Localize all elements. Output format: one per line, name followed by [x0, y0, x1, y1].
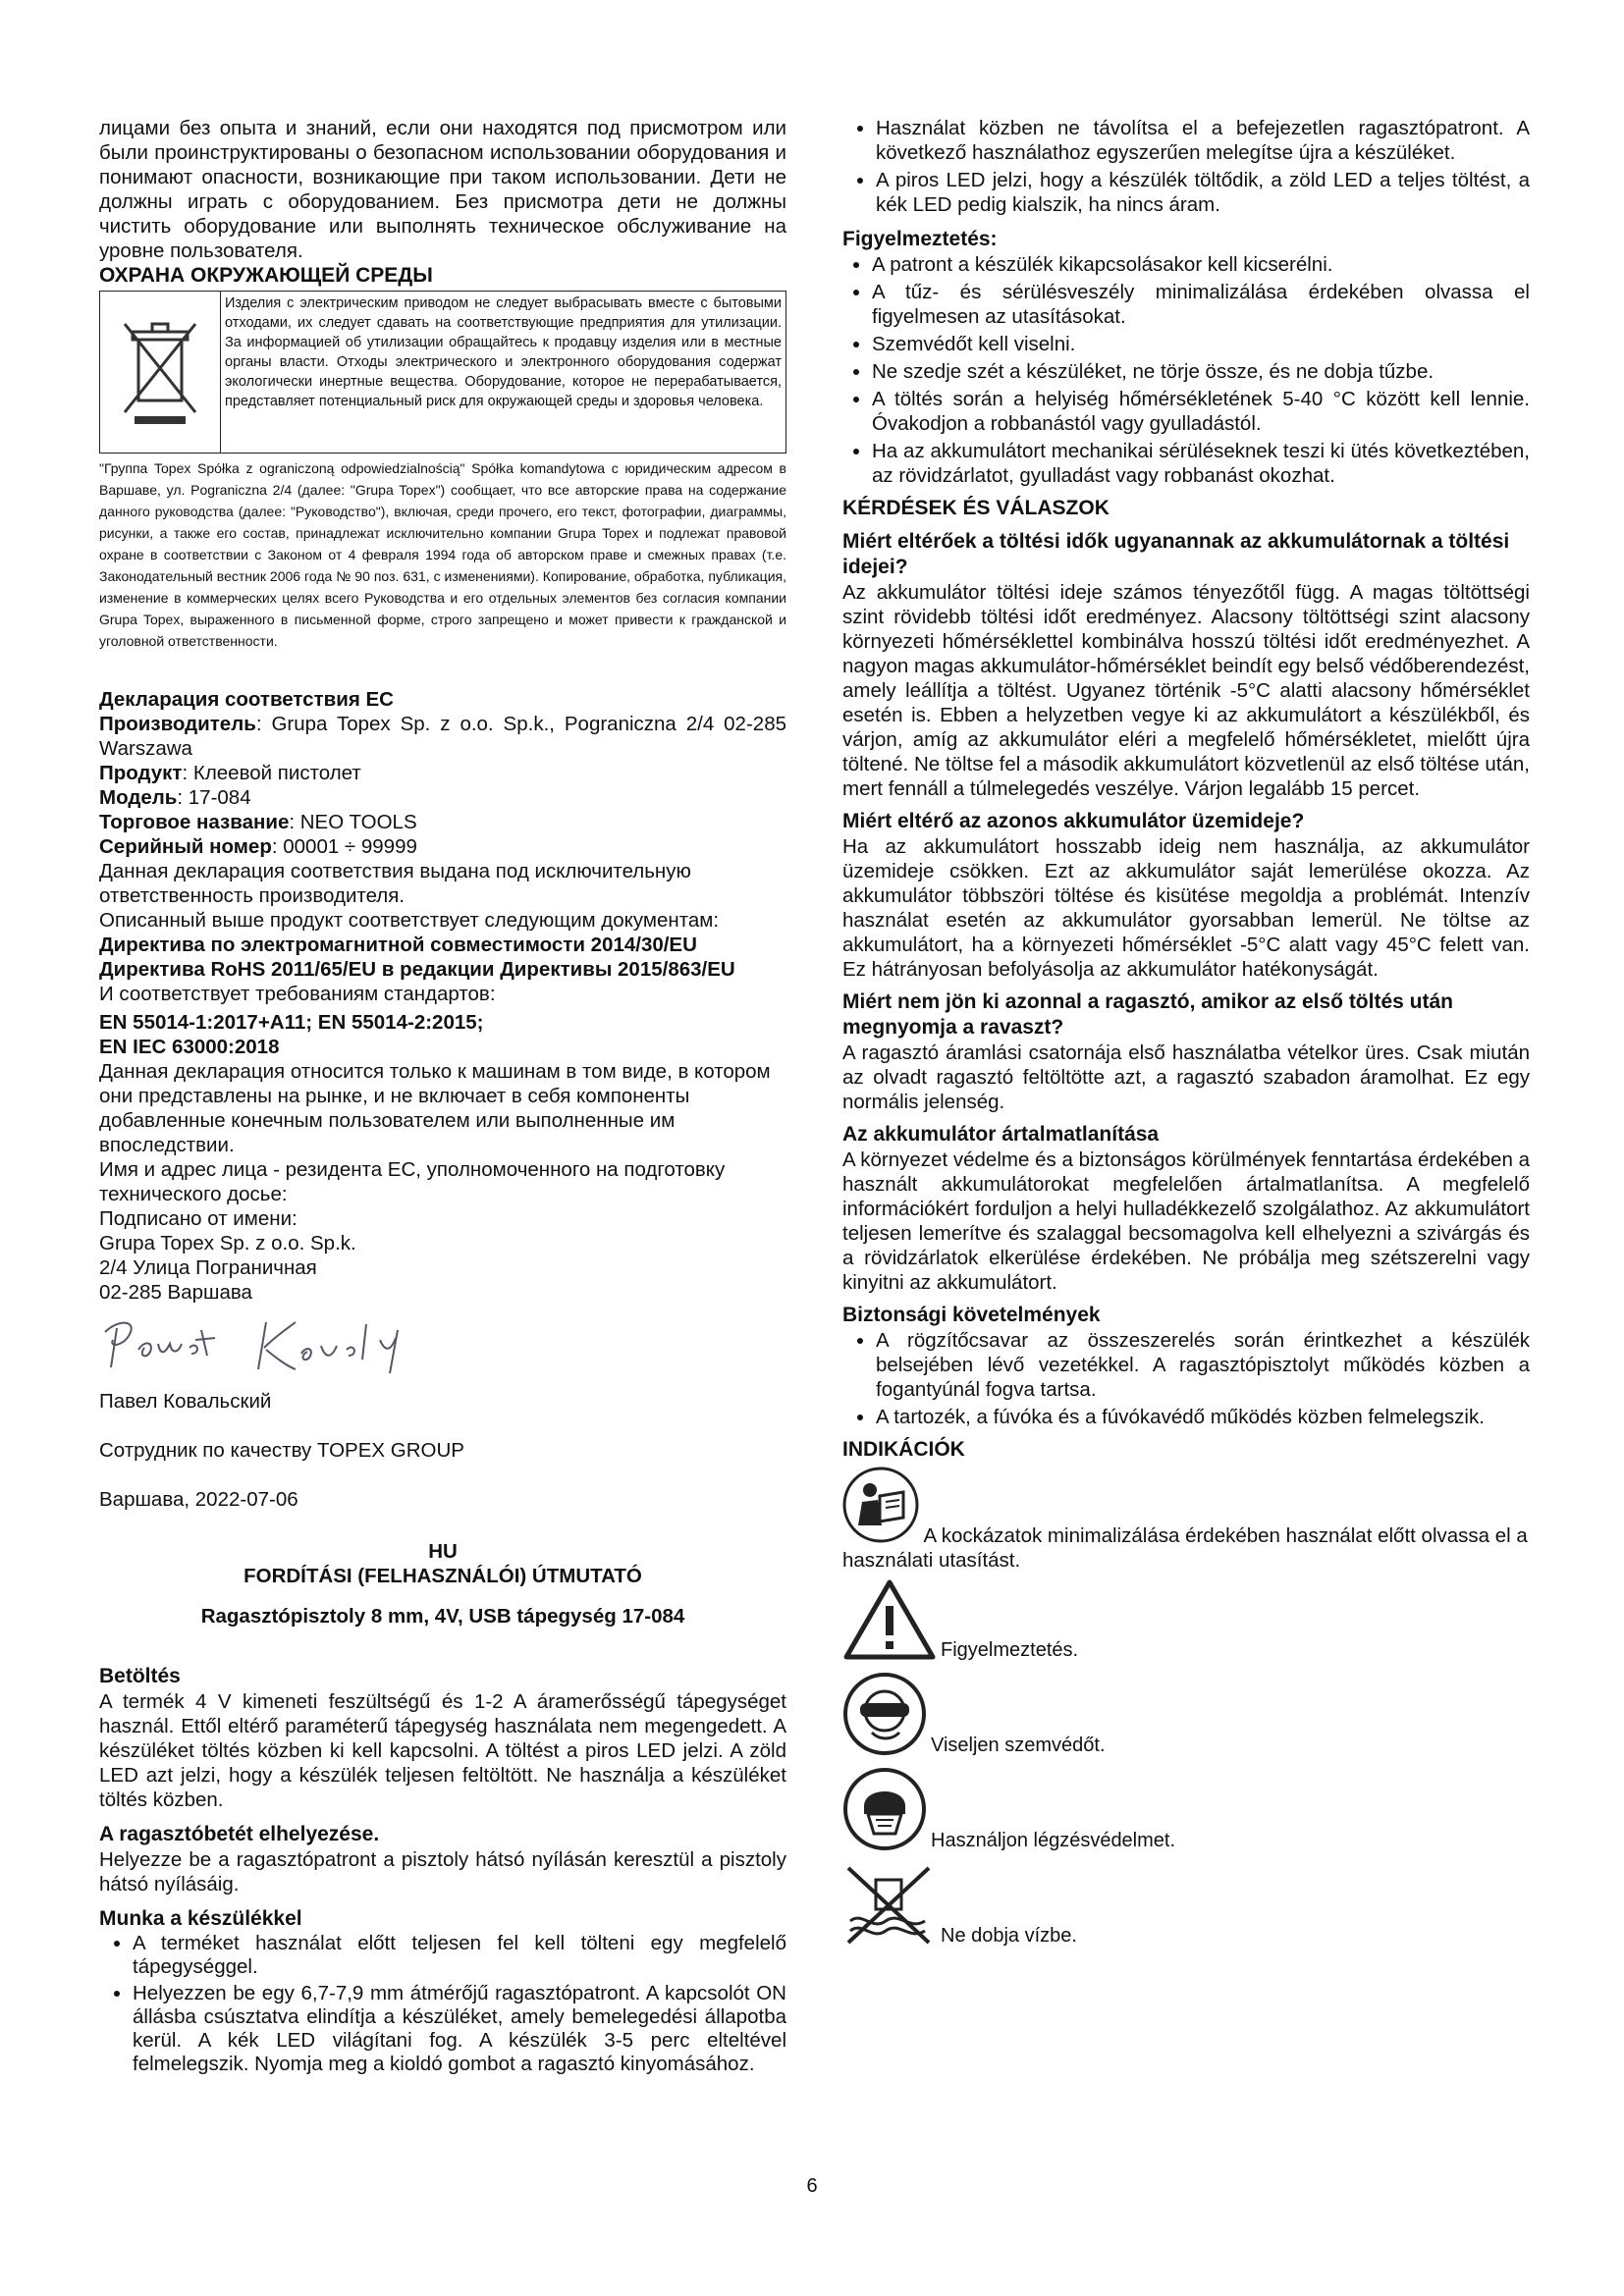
- answer-3: A ragasztó áramlási csatornája első használatba vételkor üres. Csak miután az olvadt ragasztó feltöltötte azt, a ragasztó szabadon áramolhat. Ez egy normális jelenség.: [842, 1041, 1530, 1113]
- charge-text: A termék 4 V kimeneti feszültségű és 1-2 A áramerősségű tápegységet használ. Ettől eltérő paraméterű tápegység használata nem megengedett. A készüléket töltés közben ki kell kapcsolni. A töltést a piros LED jelzi. A zöld LED azt jelzi, hogy a készülék teljesen feltöltött. Ne használja a készüléket töltés közben.: [99, 1690, 786, 1811]
- copyright-text: "Группа Topex Spółka z ograniczoną odpowiedzialnością" Spółka komandytowa с юридическим адресом в Варшаве, ул. Pograniczna 2/4 (далее: "Grupa Topex") сообщает, что все авторские права на содержание данного руководства (далее: "Руководство"), включая, среди прочего, его текст, фотографии, диаграммы, рисунки, а также его состав, принадлежат исключительно компании Grupa Topex и подлежат правовой охране в соответствии с Законом от 4 февраля 1994 года об авторском праве и смежных правах (т.е. Законодательный вестник 2006 года № 90 поз. 631, с изменениями). Копирование, обработка, публикация, изменение в коммерческих целях всего Руководства и его отдельных элементов без согласия компании Grupa Topex, выраженного в письменной форме, строго запрещено и может привести к гражданской и уголовной ответственности.: [99, 460, 786, 649]
- disposal-heading: Az akkumulátor ártalmatlanítása: [842, 1123, 1160, 1146]
- standards-1: EN 55014-1:2017+A11; EN 55014-2:2015;: [99, 1011, 484, 1034]
- company-name: Grupa Topex Sp. z o.o. Sp.k.: [99, 1232, 356, 1255]
- warning-triangle-icon: [842, 1578, 937, 1666]
- company-street: 2/4 Улица Пограничная: [99, 1256, 317, 1279]
- safety-list: [842, 1328, 1530, 1429]
- answer-1: Az akkumulátor töltési ideje számos tényezőtől függ. A magas töltöttségi szint rövidebb töltési időt eredményez. Alacsony töltöttségi szint alacsony környezeti hőmérséklettel kombinálva hosszú töltési időt eredményezhet. A nagyon magas akkumulátor-hőmérséklet beindít egy belső védőberendezést, amely leállítja a töltést. Ugyanez történik -5°C alatti alacsony hőmérséklet esetén is. Ebben a helyzetben vegye ki az akkumulátort a készülékből, és várjon, amíg az akkumulátor eléri a megfelelő hőmérsékletet, mielőtt újra töltené. Ne töltse fel a második akkumulátort közvetlenül az első töltése után, mert fennáll a túlmelegedés veszélye. Várjon legalább 15 percet.: [842, 581, 1530, 800]
- indic-goggles-row: [842, 1672, 1530, 1761]
- signed-by: Подписано от имени:: [99, 1207, 298, 1230]
- ru-intro-text: лицами без опыта и знаний, если они находятся под присмотром или были проинструктированы о безопасном использовании оборудования и понимают опасности, возникающие при таком использовании. Дети не должны играть с оборудованием. Без присмотра дети не должны чистить оборудование или выполнять техническое обслуживание на уровне пользователя.: [99, 117, 786, 262]
- indic-water-text: Ne dobja vízbe.: [941, 1925, 1077, 1947]
- insert-text: Helyezze be a ragasztópatront a pisztoly hátsó nyílásán keresztül a pisztoly hátsó nyílásáig.: [99, 1848, 786, 1896]
- question-3: Miért nem jön ki azonnal a ragasztó, amikor az első töltés után megnyomja a ravaszt?: [842, 990, 1453, 1039]
- indic-goggles-text: Viseljen szemvédőt.: [931, 1735, 1106, 1756]
- warn-heading: Figyelmeztetés:: [842, 228, 998, 250]
- company-city: 02-285 Варшава: [99, 1281, 252, 1304]
- no-water-icon: [842, 1862, 937, 1951]
- right-column: [842, 116, 1530, 1951]
- read-manual-icon: [842, 1467, 919, 1548]
- safety-heading: Biztonsági követelmények: [842, 1304, 1101, 1326]
- env-heading: ОХРАНА ОКРУЖАЮЩЕЙ СРЕДЫ: [99, 264, 433, 287]
- list-item: • A tűz- és sérülésveszély minimalizálása érdekében olvassa el figyelmesen az utasításokat.: [872, 280, 1530, 329]
- serial-line: Серийный номер: 00001 ÷ 99999: [99, 835, 417, 858]
- list-item: • Használat közben ne távolítsa el a befejezetlen ragasztópatront. A következő használathoz egyszerűen melegítse újra a készüléket.: [876, 116, 1530, 165]
- product-line: Продукт: Клеевой пистолет: [99, 762, 361, 784]
- list-item: • Helyezzen be egy 6,7-7,9 mm átmérőjű ragasztópatront. A kapcsolót ON állásba csúsztatva elindítja a készüléket, amely bemelegedési állapotba kerül. A kék LED világítani fog. A készülék 3-5 perc elteltével felmelegszik. Nyomja meg a kioldó gombot a ragasztó kinyomásához.: [133, 1982, 786, 2076]
- list-item: • A tartozék, a fúvóka és a fúvókavédő működés közben felmelegszik.: [876, 1405, 1530, 1429]
- signer-title: Сотрудник по качеству TOPEX GROUP: [99, 1439, 464, 1462]
- directive-rohs: Директива RoHS 2011/65/EU в редакции Директивы 2015/863/EU: [99, 958, 735, 981]
- disposal-text: A környezet védelme és a biztonságos körülmények fenntartása érdekében a használt akkumulátorokat megfelelően ártalmatlanítsa. A megfelelő információkért forduljon a helyi hulladékkezelő szolgálathoz. Az akkumulátort teljesen lemerítve és szalaggal becsomagolva kell elhelyezni a szivárgás és a rövidzárlatok elkerülése érdekében. Ne próbálja meg szétszerelni vagy kinyitni az akkumulátort.: [842, 1148, 1530, 1294]
- env-text: Изделия с электрическим приводом не следует выбрасывать вместе с бытовыми отходами, их следует сдавать на соответствующие предприятия для утилизации. За информацией об утилизации обращайтесь к продавцу изделия или в местные органы власти. Отходы электрического и электронного оборудования содержат экологически инертные вещества. Оборудование, которое не перерабатывается, представляет потенциальный риск для окружающей среды и здоровья человека.: [225, 295, 782, 409]
- warn-list: [842, 252, 1530, 488]
- indic-warn-row: [842, 1578, 1530, 1666]
- directive-emc: Директива по электромагнитной совместимости 2014/30/EU: [99, 934, 697, 956]
- signer-name: Павел Ковальский: [99, 1390, 272, 1413]
- left-column: [99, 116, 786, 2079]
- list-item: • A piros LED jelzi, hogy a készülék töltődik, a zöld LED a teljes töltést, a kék LED pedig kialszik, ha nincs áram.: [876, 168, 1530, 217]
- trade-line: Торговое название: NEO TOOLS: [99, 811, 417, 833]
- decl-scope: Данная декларация относится только к машинам в том виде, в котором они представлены на рынке, и не включает в себя компоненты добавленные конечным пользователем или выполненные им впоследствии.: [99, 1060, 771, 1156]
- insert-heading: A ragasztóbetét elhelyezése.: [99, 1823, 380, 1845]
- signature-image: [99, 1310, 786, 1379]
- page-number: 6: [806, 2175, 818, 2197]
- decl-title: Декларация соответствия ЕС: [99, 688, 394, 711]
- indic-read-text: A kockázatok minimalizálása érdekében használat előtt olvassa el a használati utasítást.: [842, 1524, 1528, 1572]
- standards-intro: И соответствует требованиям стандартов:: [99, 983, 496, 1005]
- standards-2: EN IEC 63000:2018: [99, 1036, 280, 1058]
- question-2: Miért eltérő az azonos akkumulátor üzemideje?: [842, 810, 1305, 832]
- indic-warn-text: Figyelmeztetés.: [941, 1639, 1079, 1661]
- list-item: • Ha az akkumulátort mechanikai sérüléseknek teszi ki ütés következtében, az rövidzárlatot, gyulladást vagy robbanást okozhat.: [872, 439, 1530, 488]
- top-list: [842, 116, 1530, 217]
- hu-code: HU: [428, 1540, 458, 1563]
- list-item: • Szemvédőt kell viselni.: [872, 332, 1530, 356]
- qa-heading: KÉRDÉSEK ÉS VÁLASZOK: [842, 497, 1110, 519]
- hu-product: Ragasztópisztoly 8 mm, 4V, USB tápegység 17-084: [200, 1605, 685, 1628]
- work-heading: Munka a készülékkel: [99, 1907, 302, 1930]
- indic-read-row: [842, 1467, 1530, 1573]
- producer-line: Производитель: Grupa Topex Sp. z o.o. Sp.k., Pograniczna 2/4 02-285 Warszawa: [99, 713, 786, 760]
- crossed-bin-icon: [100, 292, 221, 453]
- list-item: • A patront a készülék kikapcsolásakor kell kicserélni.: [872, 252, 1530, 277]
- decl-line-1: Данная декларация соответствия выдана под исключительную ответственность производителя.: [99, 860, 691, 907]
- model-line: Модель: 17-084: [99, 786, 251, 809]
- indic-mask-text: Használjon légzésvédelmet.: [931, 1830, 1176, 1851]
- list-item: • A töltés során a helyiség hőmérsékletének 5-40 °C között kell lennie. Óvakodjon a robbanástól vagy gyulladástól.: [872, 387, 1530, 436]
- decl-line-2: Описанный выше продукт соответствует следующим документам:: [99, 909, 720, 932]
- list-item: • Ne szedje szét a készüléket, ne törje össze, és ne dobja tűzbe.: [872, 359, 1530, 384]
- env-box: [99, 291, 786, 454]
- question-1: Miért eltérőek a töltési idők ugyanannak az akkumulátornak a töltési idejei?: [842, 530, 1510, 578]
- indic-water-row: [842, 1862, 1530, 1951]
- hu-title: FORDÍTÁSI (FELHASZNÁLÓI) ÚTMUTATÓ: [244, 1565, 642, 1587]
- place-date: Варшава, 2022-07-06: [99, 1488, 298, 1511]
- work-list: [99, 1932, 786, 2076]
- indic-heading: INDIKÁCIÓK: [842, 1438, 965, 1461]
- indic-mask-row: [842, 1767, 1530, 1856]
- charge-heading: Betöltés: [99, 1665, 181, 1687]
- answer-2: Ha az akkumulátort hosszabb ideig nem használja, az akkumulátor üzemideje csökken. Ezt az akkumulátor saját lemerülése okozza. Az akkumulátor többszöri töltése és kisütése megoldja a problémát. Intenzív használat esetén az akkumulátor gyorsabban lemerül. Ne töltse az akkumulátort, ha a környezeti hőmérséklet -5°C alatt vagy 45°C felett van. Ez hátrányosan befolyásolja az akkumulátor hatékonyságát.: [842, 835, 1530, 981]
- respirator-icon: [842, 1767, 927, 1856]
- rep-line: Имя и адрес лица - резидента ЕС, уполномоченного на подготовку технического досье:: [99, 1158, 726, 1205]
- list-item: • A rögzítőcsavar az összeszerelés során érintkezhet a készülék belsejében lévő vezetékkel. A ragasztópisztolyt működés közben a fogantyúnál fogva tartsa.: [876, 1328, 1530, 1402]
- goggles-icon: [842, 1672, 927, 1761]
- list-item: • A terméket használat előtt teljesen fel kell tölteni egy megfelelő tápegységgel.: [133, 1932, 786, 1979]
